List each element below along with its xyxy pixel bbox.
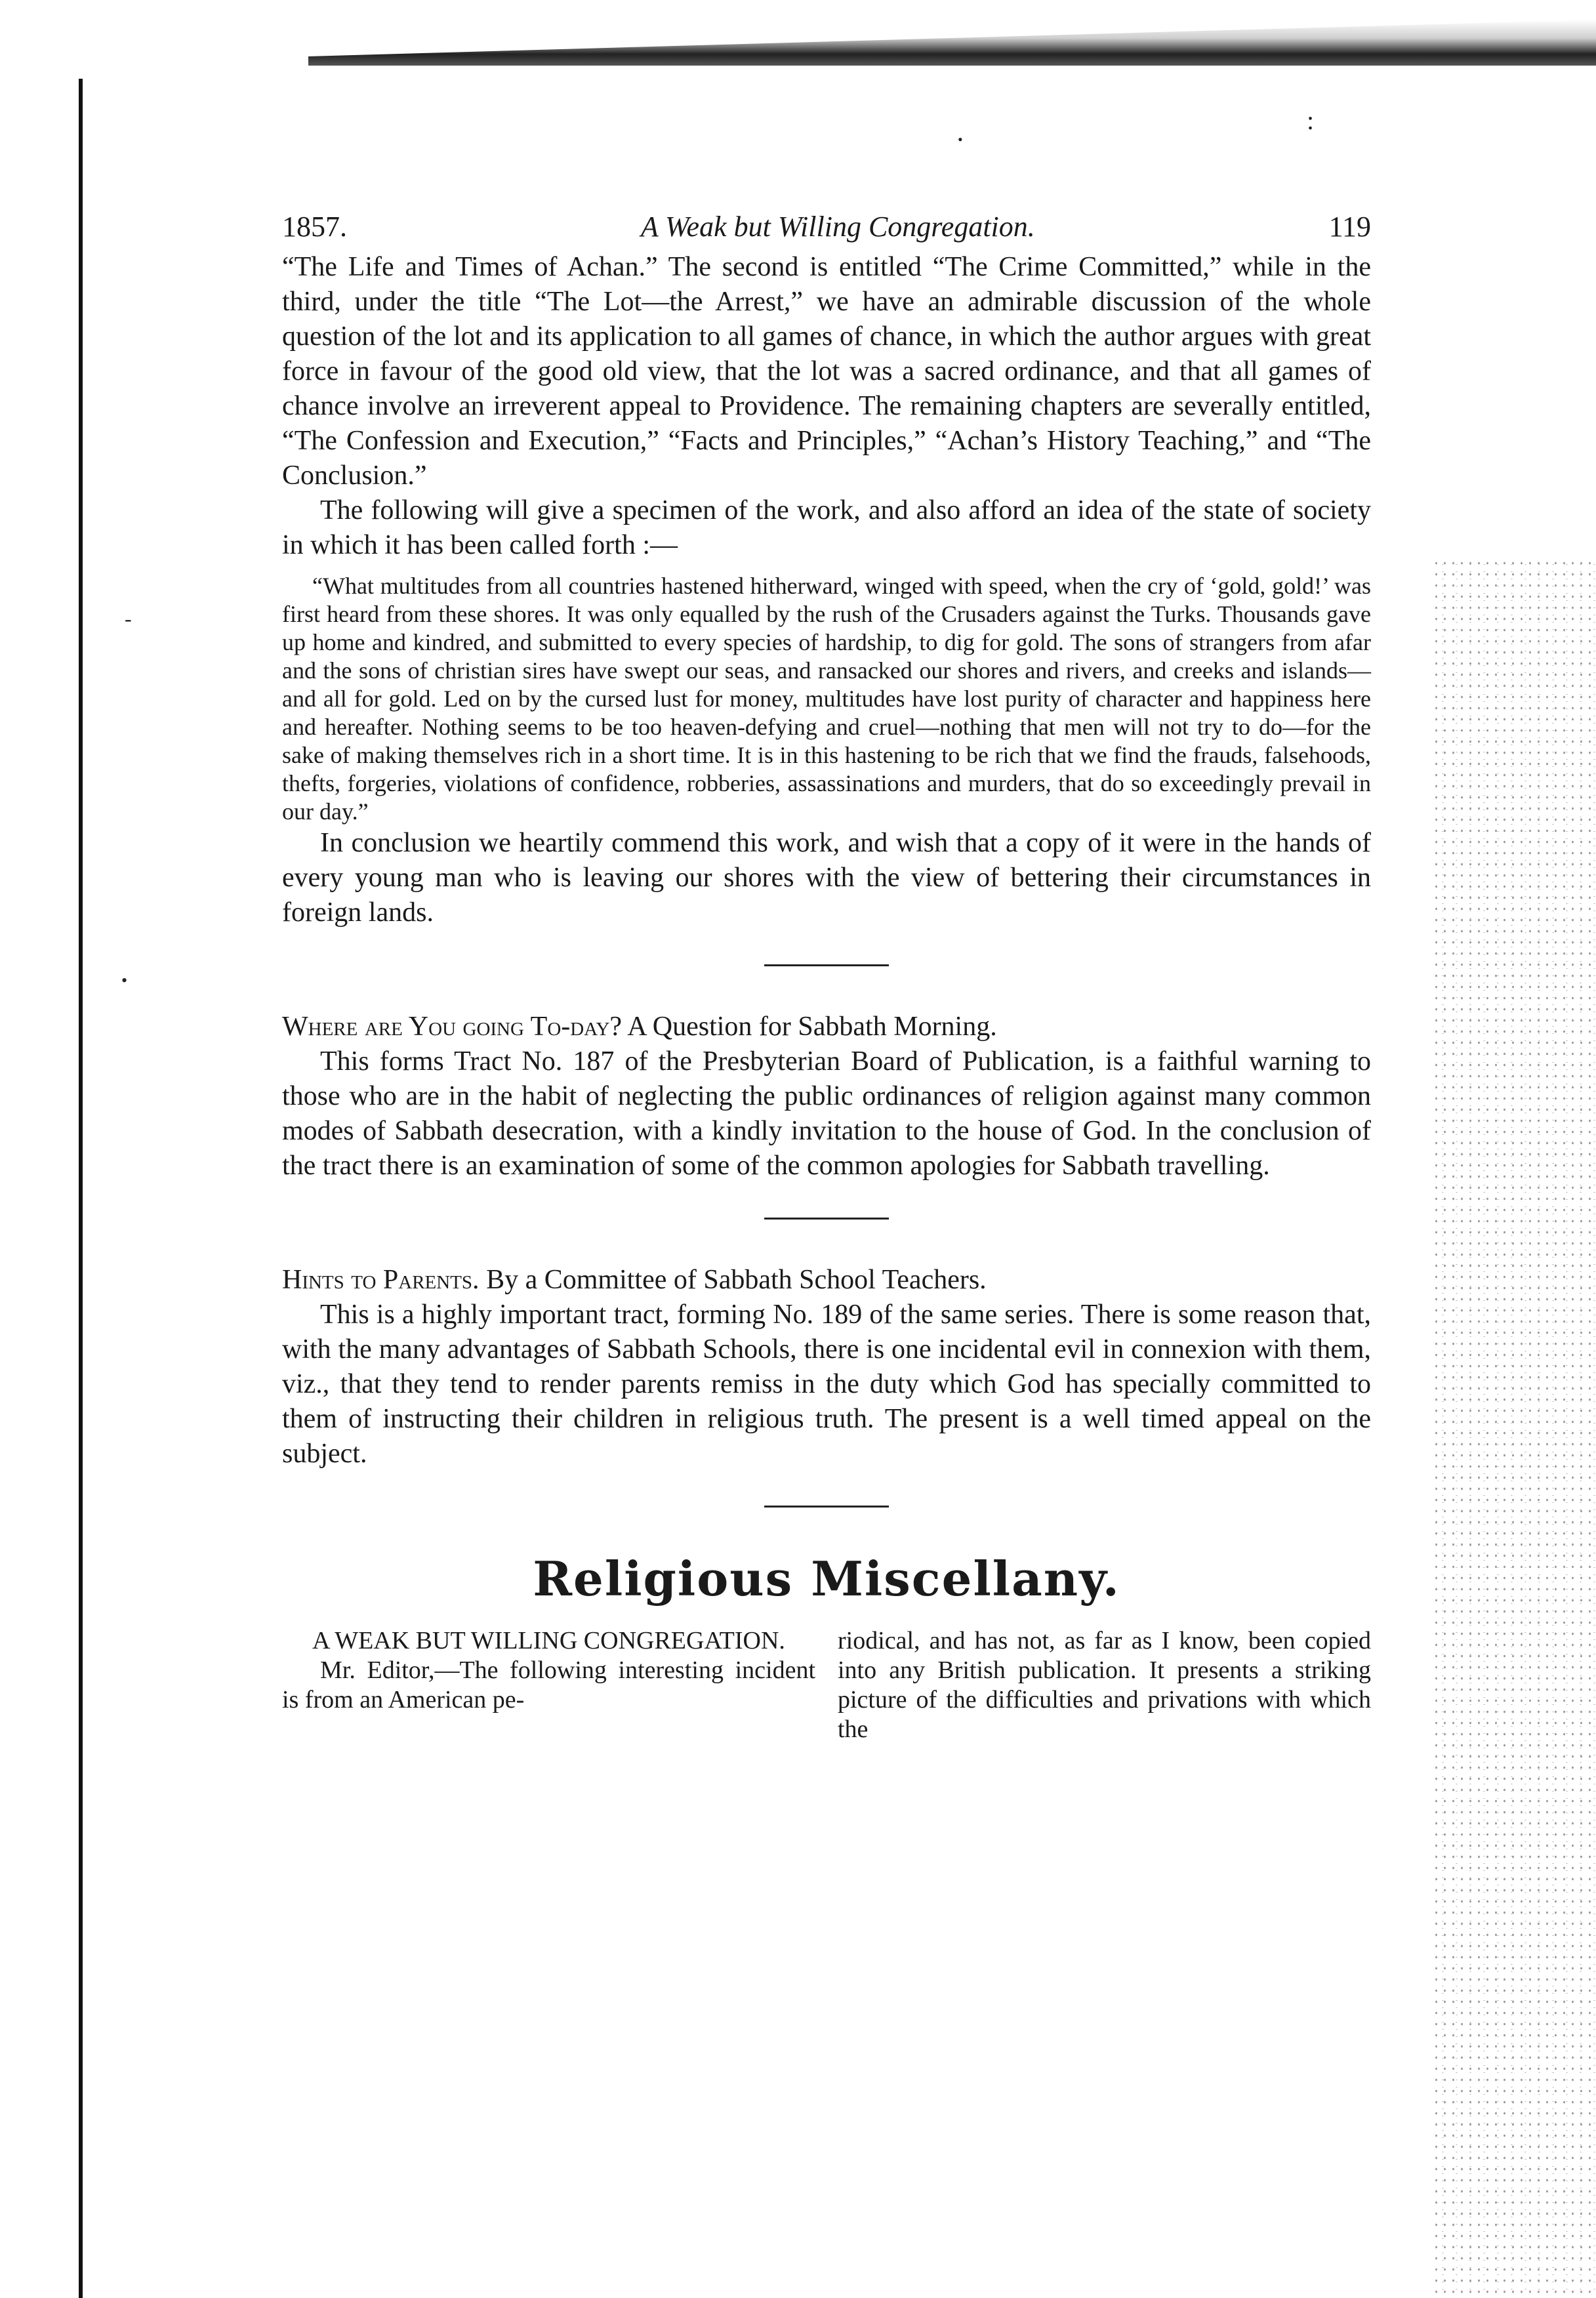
scan-top-edge <box>308 20 1596 66</box>
article-column-left <box>282 1626 815 1744</box>
review-paragraph-2: The following will give a specimen of the work, and also afford an idea of the state of society in which it has been called forth :— <box>282 495 1371 560</box>
header-page-number: 119 <box>1328 211 1371 243</box>
page-content <box>282 210 1371 1744</box>
section-divider <box>764 1218 889 1220</box>
running-head <box>282 210 1371 243</box>
section-heading-parents <box>282 1263 1371 1298</box>
section-divider <box>764 1506 889 1508</box>
section-body-parents: This is a highly important tract, forming No. 189 of the same series. There is some reason that, with the many advantages of Sabbath Schools, there is one incidental evil in connexion with them, viz., that they tend to render parents remiss in the duty which God has specially committed to them of instructing their children in religious truth. The present is a well timed appeal on the subject. <box>282 1300 1371 1469</box>
scan-left-edge <box>79 79 83 2298</box>
margin-dot-mark-small: • <box>958 131 963 148</box>
section-subtitle-sabbath: A Question for Sabbath Morning. <box>627 1012 997 1042</box>
section-body-sabbath: This forms Tract No. 187 of the Presbyterian Board of Publication, is a faithful warning to those who are in the habit of neglecting the public ordinances of religion against many common modes of Sabbath desecration, with a kindly invitation to the house of God. In the conclusion of the tract there is an examination of some of the common apologies for Sabbath travelling. <box>282 1046 1371 1181</box>
section-heading-sabbath <box>282 1010 1371 1044</box>
section-title-parents: Hints to Parents. <box>282 1265 480 1295</box>
header-title: A Weak but Willing Congregation. <box>640 211 1035 243</box>
two-column-article <box>282 1626 1371 1744</box>
article-text-right: riodical, and has not, as far as I know, been copied into any British publication. It presents a striking picture of the difficulties and privations with which the <box>838 1627 1371 1743</box>
article-title: A WEAK BUT WILLING CONGREGATION. <box>312 1627 785 1654</box>
header-year: 1857. <box>282 211 347 243</box>
margin-bullet-mark: • <box>121 971 128 990</box>
review-paragraph-3: In conclusion we heartily commend this work, and wish that a copy of it were in the hands of every young man who is leaving our shores with the view of bettering their circumstances in foreign lands. <box>282 828 1371 928</box>
article-column-right <box>838 1626 1371 1744</box>
review-quotation: “What multitudes from all countries hastened hitherward, winged with speed, when the cry of ‘gold, gold!’ was first heard from these shores. It was only equalled by the rush of the Crusaders against the Turks. Thousands gave up home and kindred, and submitted to every species of hardship, to dig for gold. The sons of strangers from afar and the sons of christian sires have swept our seas, and ransacked our shores and rivers, and creeks and islands—and all for gold. Led on by the cursed lust for money, multitudes have lost purity of character and happiness here and hereafter. Nothing seems to be too heaven-defying and cruel—nothing that men will not try to do—for the sake of making themselves rich in a short time. It is in this hastening to be rich that we find the frauds, falsehoods, thefts, forgeries, violations of confidence, robberies, assassinations and murders, that do so exceedingly prevail in our day.” <box>282 573 1371 825</box>
margin-dash-mark: - <box>125 607 132 630</box>
article-text-left: Mr. Editor,—The following interesting incident is from an American pe- <box>282 1656 815 1713</box>
review-paragraph-1: “The Life and Times of Achan.” The second is entitled “The Crime Committed,” while in the third, under the title “The Lot—the Arrest,” we have an admirable discussion of the whole question of the lot and its application to all games of chance, in which the author argues with great force in favour of the good old view, that the lot was a sacred ordinance, and that all games of chance involve an irreverent appeal to Providence. The remaining chapters are severally entitled, “The Confession and Execution,” “Facts and Principles,” “Achan’s History Teaching,” and “The Conclusion.” <box>282 252 1371 491</box>
section-subtitle-parents: By a Committee of Sabbath School Teachers. <box>486 1265 987 1295</box>
scan-speckle-right <box>1432 558 1596 2296</box>
section-title-sabbath: Where are You going To-day? <box>282 1012 623 1042</box>
margin-dot-mark: : <box>1307 106 1315 135</box>
miscellany-heading: Religious Miscellany. <box>533 1551 1120 1607</box>
section-divider <box>764 964 889 966</box>
